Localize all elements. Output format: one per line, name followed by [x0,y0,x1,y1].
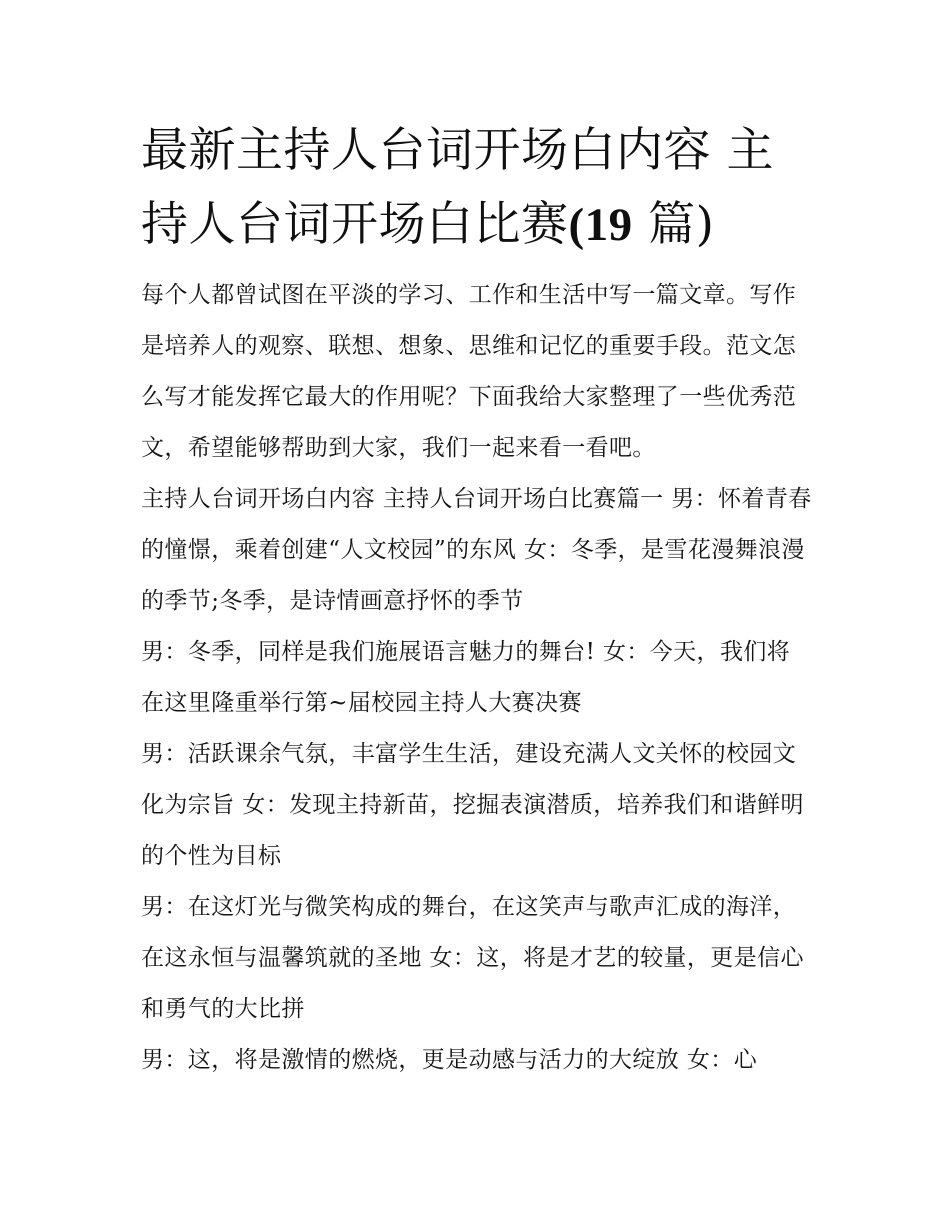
document-title [141,114,813,262]
document-body [141,270,813,1086]
body-paragraph: 男：活跃课余气氛，丰富学生生活，建设充满人文关怀的校园文化为宗旨 女：发现主持新苗，挖掘表演潜质，培养我们和谐鲜明的个性为目标 [141,741,804,869]
document-content [141,114,813,1086]
body-paragraph: 男：在这灯光与微笑构成的舞台，在这笑声与歌声汇成的海洋，在这永恒与温馨筑就的圣地 女：这，将是才艺的较量，更是信心和勇气的大比拼 [141,894,804,1022]
body-paragraph: 主持人台词开场白内容 主持人台词开场白比赛篇一 男：怀着青春的憧憬，乘着创建“人文校园”的东风 女：冬季，是雪花漫舞浪漫的季节;冬季，是诗情画意抒怀的季节 [141,486,812,614]
title-count: (19 [568,199,633,251]
body-paragraph: 男：冬季，同样是我们施展语言魅力的舞台! 女：今天，我们将在这里隆重举行第~届校园主持人大赛决赛 [141,639,791,716]
title-suffix: 篇) [632,197,715,252]
title-text: 最新主持人台词开场白内容 主持人台词开场白比赛 [141,123,774,252]
intro-paragraph: 每个人都曾试图在平淡的学习、工作和生活中写一篇文章。写作是培养人的观察、联想、想象、思维和记忆的重要手段。范文怎么写才能发挥它最大的作用呢？下面我给大家整理了一些优秀范文，希望能够帮助到大家，我们一起来看一看吧。 [141,282,797,461]
body-paragraph: 男：这，将是激情的燃烧，更是动感与活力的大绽放 女：心 [141,1047,758,1073]
